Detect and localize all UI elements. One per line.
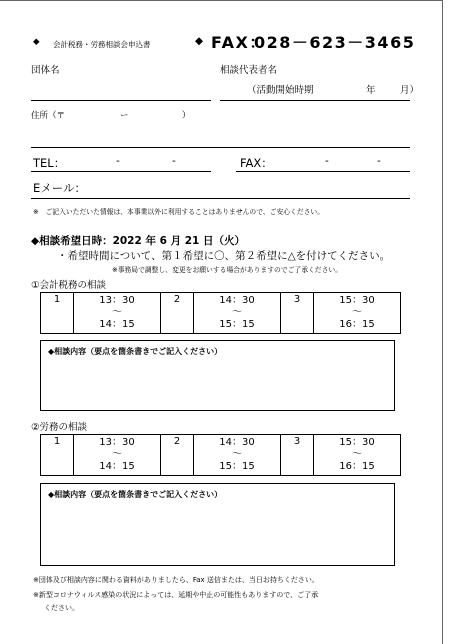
address-label: 住所（〒 (31, 111, 66, 121)
address-close: ） (182, 111, 191, 121)
address-dash: ー (120, 111, 129, 121)
content-label: ◆相談内容（要点を箇条書きでご記入ください） (48, 347, 223, 356)
footer-note-2-cont: ください。 (44, 604, 79, 612)
tel-underline (31, 171, 211, 172)
slot-time-3[interactable]: 15：30 ～ 16：15 (314, 435, 401, 476)
slot-number: 1 (41, 293, 74, 334)
email-underline (31, 198, 410, 199)
slot-time-1[interactable]: 13：30 ～ 14：15 (74, 293, 161, 334)
header-bullet: ◆ (33, 37, 40, 47)
year-label: 年 (366, 85, 376, 96)
slot-number: 3 (281, 435, 314, 476)
slot-number: 2 (161, 435, 194, 476)
slot-time-3[interactable]: 15：30 ～ 16：15 (314, 293, 401, 334)
consult-instruction: ・希望時間について、第１希望に〇、第２希望に△を付けてください。 (57, 250, 391, 262)
consult-date-label: ◆相談希望日時：2022 年 6 月 21 日（火） (31, 235, 245, 247)
fax-label: FAX： (211, 33, 267, 52)
accounting-time-slots (40, 292, 401, 334)
fax-field-label: FAX： (240, 156, 273, 170)
footer-note-1: ※団体及び相談内容に関わる資料がありましたら、Fax 送信または、当日お持ちください。 (33, 576, 319, 584)
section-title-accounting: ①会計税務の相談 (31, 280, 107, 291)
privacy-note: ※ ご記入いただいた情報は、本事業以外に利用することはありませんので、ご安心ください。 (33, 208, 325, 216)
content-label: ◆相談内容（要点を箇条書きでご記入ください） (48, 490, 223, 499)
slot-time-2[interactable]: 14：30 ～ 15：15 (194, 293, 281, 334)
rep-name-underline (220, 100, 410, 101)
labor-content-box[interactable] (40, 483, 395, 566)
accounting-content-box[interactable] (40, 340, 395, 411)
fax-dash-2: - (377, 155, 381, 167)
slot-number: 2 (161, 293, 194, 334)
section-title-labor: ②労務の相談 (31, 422, 88, 433)
rep-name-label: 相談代表者名 (220, 65, 278, 76)
org-name-underline (31, 100, 211, 101)
tel-label: TEL： (33, 156, 66, 170)
fax-underline (236, 171, 410, 172)
tel-dash-2: - (172, 155, 176, 167)
fax-dash-1: - (325, 155, 329, 167)
activity-start-label: （活動開始時期 (247, 85, 314, 96)
slot-number: 3 (281, 293, 314, 334)
adjust-note: ※事務局で調整し、変更をお願いする場合がありますのでご了承ください。 (112, 266, 342, 274)
month-label: 月） (400, 85, 420, 96)
fax-bullet: ◆ (195, 35, 204, 47)
slot-time-2[interactable]: 14：30 ～ 15：15 (194, 435, 281, 476)
fax-number: 028－623－3465 (254, 33, 416, 52)
form-title: 会計税務・労務相談会申込書 (53, 40, 151, 49)
address-underline (31, 147, 410, 148)
labor-time-slots (40, 434, 401, 476)
slot-time-1[interactable]: 13：30 ～ 14：15 (74, 435, 161, 476)
org-name-label: 団体名 (31, 65, 60, 76)
footer-note-2: ※新型コロナウィルス感染の状況によっては、延期や中止の可能性もありますので、ご了承 (33, 591, 319, 599)
email-label: Eメール： (33, 181, 87, 195)
slot-number: 1 (41, 435, 74, 476)
tel-dash-1: - (116, 155, 120, 167)
